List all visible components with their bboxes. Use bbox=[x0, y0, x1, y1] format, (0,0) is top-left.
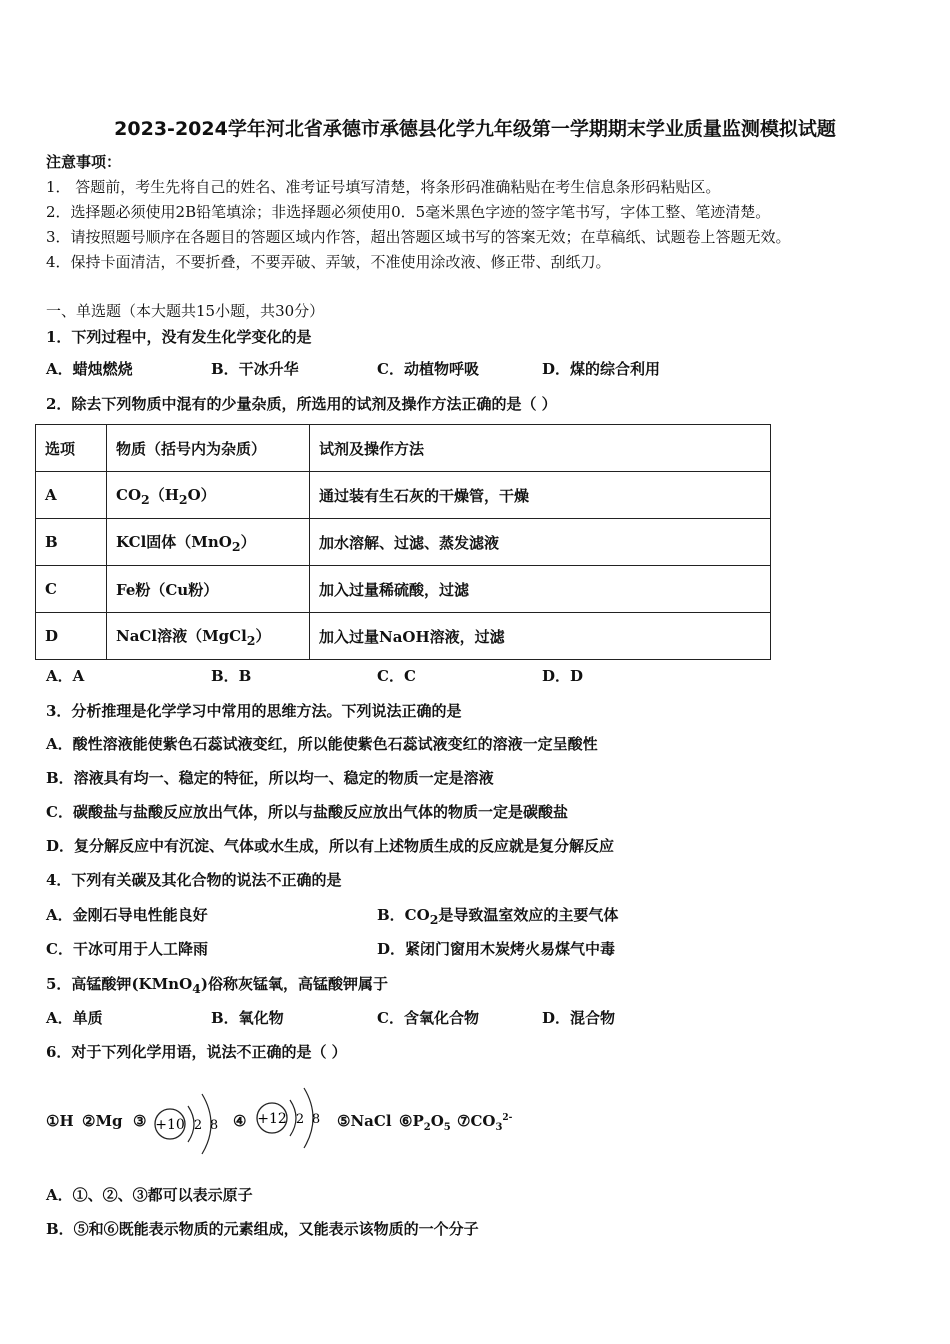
option-a: A．金刚石导电性能良好 bbox=[46, 906, 208, 924]
table-row bbox=[36, 472, 771, 519]
table-cell-method: 加入过量NaOH溶液，过滤 bbox=[310, 613, 771, 660]
ion-charge: 2- bbox=[502, 1113, 513, 1123]
option-c: C．动植物呼吸 bbox=[377, 360, 479, 378]
table-cell-substance bbox=[107, 519, 310, 566]
option-d: D．混合物 bbox=[542, 1009, 616, 1027]
formula-subscript: 2 bbox=[178, 491, 188, 507]
notice-heading: 注意事项： bbox=[46, 153, 122, 171]
notice-item: 3．请按照题号顺序在各题目的答题区域内作答，超出答题区域书写的答案无效；在草稿纸、试题卷上答题无效。 bbox=[46, 228, 791, 246]
formula-text: ⑦CO bbox=[457, 1112, 496, 1130]
table-cell-method: 加入过量稀硫酸，过滤 bbox=[310, 566, 771, 613]
formula-text: NaCl溶液（MgCl bbox=[116, 626, 247, 645]
table-row bbox=[36, 566, 771, 613]
question-stem: 6．对于下列化学用语，说法不正确的是（ ） bbox=[46, 1043, 347, 1061]
table-cell-method: 通过装有生石灰的干燥管，干燥 bbox=[310, 472, 771, 519]
symbol-label-3: ③ bbox=[133, 1112, 147, 1130]
notice-item: 4．保持卡面清洁，不要折叠，不要弄破、弄皱，不准使用涂改液、修正带、刮纸刀。 bbox=[46, 253, 611, 271]
symbol-nacl: ⑤NaCl bbox=[337, 1112, 392, 1130]
formula-subscript: 2 bbox=[423, 1122, 431, 1133]
option-d: D．紧闭门窗用木炭烤火易煤气中毒 bbox=[377, 940, 616, 958]
option-c: C．含氧化合物 bbox=[377, 1009, 479, 1027]
question-stem bbox=[46, 974, 388, 999]
option-c: C．干冰可用于人工降雨 bbox=[46, 940, 208, 958]
formula-subscript: 2 bbox=[141, 491, 150, 507]
table-cell-method: 加水溶解、过滤、蒸发滤液 bbox=[310, 519, 771, 566]
table-header-cell: 试剂及操作方法 bbox=[310, 425, 771, 472]
option-b: B．溶液具有均一、稳定的特征，所以均一、稳定的物质一定是溶液 bbox=[46, 769, 494, 787]
nucleus-charge: +12 bbox=[257, 1111, 287, 1127]
option-b: B．B bbox=[211, 667, 252, 685]
option-b bbox=[377, 905, 618, 930]
shell-electrons: 2 bbox=[193, 1118, 203, 1133]
table-cell-substance: Fe粉（Cu粉） bbox=[107, 566, 310, 613]
stem-text: )俗称灰锰氧，高锰酸钾属于 bbox=[200, 975, 388, 993]
formula-text: CO bbox=[116, 485, 142, 504]
question-stem: 1．下列过程中，没有发生化学变化的是 bbox=[46, 328, 312, 346]
formula-text: ） bbox=[255, 626, 271, 645]
option-b: B．⑤和⑥既能表示物质的元素组成，又能表示该物质的一个分子 bbox=[46, 1220, 479, 1238]
shell-electrons: 8 bbox=[209, 1118, 219, 1133]
table-cell-substance bbox=[107, 472, 310, 519]
option-d: D．煤的综合利用 bbox=[542, 360, 661, 378]
option-c: C．碳酸盐与盐酸反应放出气体，所以与盐酸反应放出气体的物质一定是碳酸盐 bbox=[46, 803, 568, 821]
table-cell-option: D bbox=[36, 613, 107, 660]
formula-text: B．CO bbox=[377, 906, 430, 924]
table-header-cell: 物质（括号内为杂质） bbox=[107, 425, 310, 472]
formula-text: O） bbox=[187, 485, 216, 504]
table-header-cell: 选项 bbox=[36, 425, 107, 472]
option-c: C．C bbox=[377, 667, 416, 685]
nucleus-charge: +10 bbox=[155, 1117, 185, 1133]
option-text: 是导致温室效应的主要气体 bbox=[438, 906, 619, 924]
table-header-row bbox=[36, 425, 771, 472]
formula-subscript: 2 bbox=[429, 912, 439, 927]
table-cell-substance bbox=[107, 613, 310, 660]
formula-subscript: 5 bbox=[443, 1122, 451, 1133]
formula-text: KCl固体（MnO bbox=[116, 532, 232, 551]
option-b: B．氧化物 bbox=[211, 1009, 284, 1027]
atom-structure-diagram-3 bbox=[150, 1082, 230, 1166]
shell-electrons: 8 bbox=[311, 1112, 321, 1127]
section-heading: 一、单选题（本大题共15小题，共30分） bbox=[46, 302, 325, 320]
option-a: A．酸性溶液能使紫色石蕊试液变红，所以能使紫色石蕊试液变红的溶液一定呈酸性 bbox=[46, 735, 598, 753]
option-a: A．①、②、③都可以表示原子 bbox=[46, 1186, 253, 1204]
impurity-table bbox=[35, 424, 771, 660]
atom-structure-diagram-4 bbox=[252, 1082, 332, 1166]
formula-text: （H bbox=[149, 485, 179, 504]
formula-subscript: 2 bbox=[231, 538, 241, 554]
formula-text: O bbox=[430, 1112, 444, 1130]
table-row bbox=[36, 613, 771, 660]
table-cell-option: B bbox=[36, 519, 107, 566]
page-title: 2023-2024学年河北省承德市承德县化学九年级第一学期期末学业质量监测模拟试题 bbox=[114, 118, 836, 140]
symbol-mg: ②Mg bbox=[82, 1112, 123, 1130]
symbol-co3-ion bbox=[457, 1112, 512, 1133]
option-a: A．蜡烛燃烧 bbox=[46, 360, 133, 378]
formula-subscript: 3 bbox=[495, 1122, 503, 1133]
option-a: A．单质 bbox=[46, 1009, 103, 1027]
option-a: A．A bbox=[46, 667, 85, 685]
symbol-label-4: ④ bbox=[233, 1112, 247, 1130]
option-d: D．D bbox=[542, 667, 584, 685]
symbol-h: ①H bbox=[46, 1112, 74, 1130]
notice-item: 1． 答题前，考生先将自己的姓名、准考证号填写清楚，将条形码准确粘贴在考生信息条形码粘贴区。 bbox=[46, 178, 721, 196]
question-stem: 4．下列有关碳及其化合物的说法不正确的是 bbox=[46, 871, 342, 889]
table-row bbox=[36, 519, 771, 566]
notice-item: 2．选择题必须使用2B铅笔填涂；非选择题必须使用0．5毫米黑色字迹的签字笔书写，字体工整、笔迹清楚。 bbox=[46, 203, 771, 221]
formula-subscript: 4 bbox=[192, 981, 201, 996]
table-cell-option: A bbox=[36, 472, 107, 519]
question-stem: 3．分析推理是化学学习中常用的思维方法。下列说法正确的是 bbox=[46, 702, 462, 720]
formula-subscript: 2 bbox=[246, 632, 256, 648]
formula-text: ⑥P bbox=[399, 1112, 424, 1130]
option-b: B．干冰升华 bbox=[211, 360, 299, 378]
formula-text: ） bbox=[240, 532, 256, 551]
stem-text: 5．高锰酸钾(KMnO bbox=[46, 975, 193, 993]
shell-electrons: 2 bbox=[295, 1112, 305, 1127]
table-cell-option: C bbox=[36, 566, 107, 613]
option-d: D．复分解反应中有沉淀、气体或水生成，所以有上述物质生成的反应就是复分解反应 bbox=[46, 837, 615, 855]
question-stem: 2．除去下列物质中混有的少量杂质，所选用的试剂及操作方法正确的是（ ） bbox=[46, 395, 557, 413]
symbol-p2o5 bbox=[399, 1112, 451, 1133]
